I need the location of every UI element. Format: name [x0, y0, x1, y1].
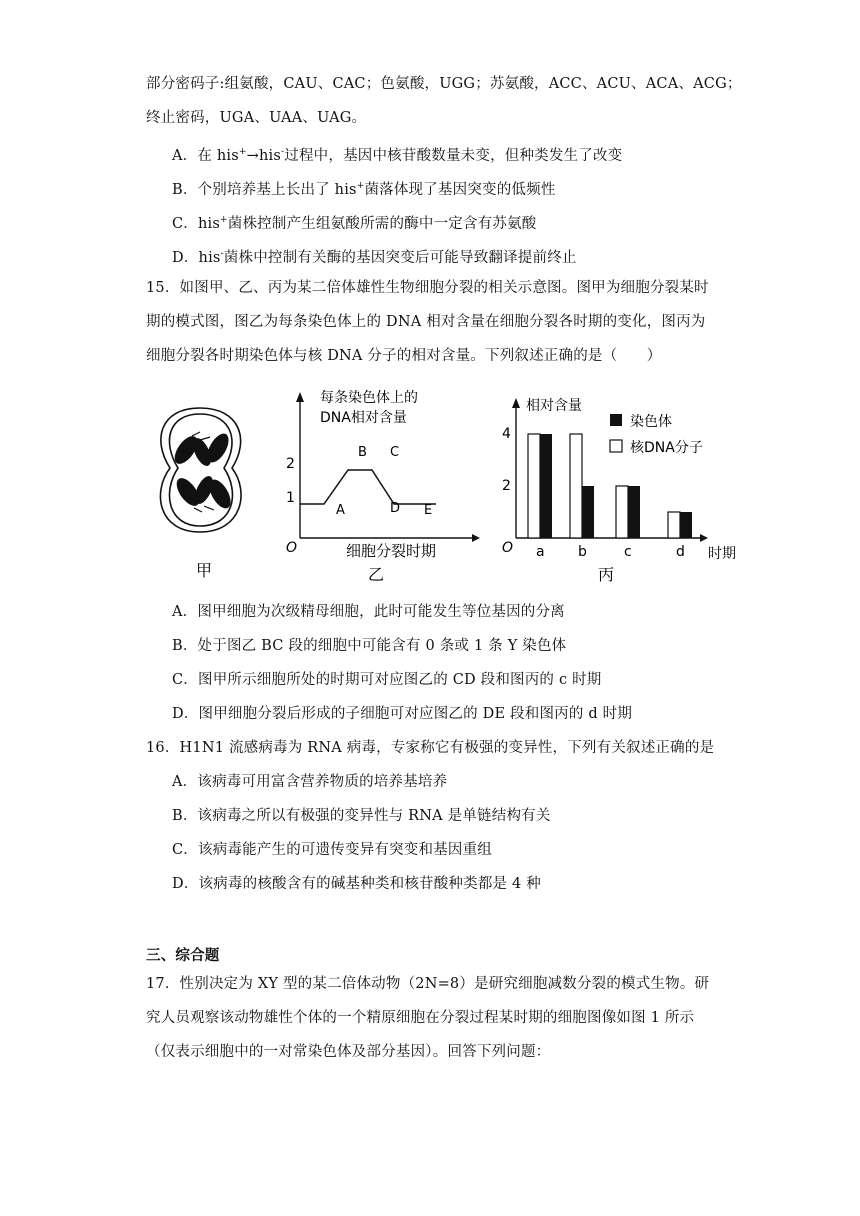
- bar-dna-d: [668, 512, 680, 538]
- yi-y-arrow: [296, 392, 304, 402]
- q14-option-d: D．his-菌株中控制有关酶的基因突变后可能导致翻译提前终止: [172, 249, 577, 266]
- bing-xtick-c: c: [624, 544, 632, 560]
- q15-stem-3: 细胞分裂各时期染色体与核 DNA 分子的相对含量。下列叙述正确的是（ ）: [146, 348, 662, 364]
- yi-xlabel: 细胞分裂时期: [346, 542, 437, 560]
- q17-line-3: （仅表示细胞中的一对常染色体及部分基因）。回答下列问题：: [146, 1044, 551, 1060]
- q15-option-b: B．处于图乙 BC 段的细胞中可能含有 0 条或 1 条 Y 染色体: [172, 638, 567, 654]
- legend-chromosome: 染色体: [630, 414, 672, 430]
- legend-dna: 核DNA分子: [630, 440, 703, 456]
- caption-bing: 丙: [598, 565, 615, 584]
- q15-figures: [140, 380, 760, 590]
- yi-ytick-2: 2: [286, 456, 295, 472]
- bing-xlabel: 时期: [708, 546, 736, 562]
- yi-ylabel-2: DNA相对含量: [320, 410, 407, 426]
- q16-option-c: C．该病毒能产生的可遗传变异有突变和基因重组: [172, 842, 492, 858]
- bar-dna-a: [528, 434, 540, 538]
- codon-line-1: 部分密码子:组氨酸，CAU、CAC；色氨酸，UGG；苏氨酸，ACC、ACU、ACA、ACG；: [146, 76, 742, 92]
- bing-xticks: [536, 544, 685, 560]
- bing-xtick-d: d: [676, 544, 685, 560]
- q15-stem-1: 15．如图甲、乙、丙为某二倍体雄性生物细胞分裂的相关示意图。图甲为细胞分裂某时: [146, 280, 709, 296]
- yi-origin: O: [286, 540, 298, 556]
- cell-diagram-jia: [160, 408, 241, 532]
- yi-ytick-1: 1: [286, 490, 295, 506]
- bing-y-arrow: [512, 398, 520, 408]
- bing-xtick-b: b: [578, 544, 587, 560]
- caption-jia: 甲: [196, 561, 213, 580]
- q14-option-b: B．个别培养基上长出了 his+菌落体现了基因突变的低频性: [172, 181, 556, 198]
- bar-chromosome-b: [582, 486, 594, 538]
- bar-dna-c: [616, 486, 628, 538]
- yi-point-e: E: [424, 503, 433, 518]
- q16-option-a: A．该病毒可用富含营养物质的培养基培养: [172, 774, 448, 790]
- bing-ytick-2: 2: [502, 478, 511, 494]
- q14-option-a: A．在 his+→his-过程中，基因中核苷酸数量未变，但种类发生了改变: [172, 147, 623, 164]
- q17-line-1: 17．性别决定为 XY 型的某二倍体动物（2N=8）是研究细胞减数分裂的模式生物。研: [146, 976, 710, 992]
- q15-stem-2: 期的模式图，图乙为每条染色体上的 DNA 相对含量在细胞分裂各时期的变化，图丙为: [146, 314, 706, 330]
- q16-option-d: D．该病毒的核酸含有的碱基种类和核苷酸种类都是 4 种: [172, 876, 541, 892]
- yi-point-c: C: [390, 445, 400, 460]
- codon-line-2: 终止密码，UGA、UAA、UAG。: [146, 110, 367, 126]
- bar-chromosome-a: [540, 434, 552, 538]
- legend-swatch-chromosome: [610, 414, 622, 426]
- yi-x-arrow: [472, 534, 480, 542]
- bing-xtick-a: a: [536, 544, 545, 560]
- q15-option-a: A．图甲细胞为次级精母细胞，此时可能发生等位基因的分离: [172, 604, 565, 620]
- q15-option-d: D．图甲细胞分裂后形成的子细胞可对应图乙的 DE 段和图丙的 d 时期: [172, 706, 633, 722]
- q15-option-c: C．图甲所示细胞所处的时期可对应图乙的 CD 段和图丙的 c 时期: [172, 672, 602, 688]
- bar-chromosome-d: [680, 512, 692, 538]
- caption-yi: 乙: [368, 565, 385, 584]
- figures-svg: [140, 380, 760, 590]
- bar-dna-b: [570, 434, 582, 538]
- bing-ytick-4: 4: [502, 426, 511, 442]
- yi-series-line: [300, 470, 436, 504]
- bar-chart-bing: [502, 397, 736, 584]
- yi-point-b: B: [358, 445, 367, 460]
- yi-point-a: A: [336, 503, 345, 518]
- section-title: 三、综合题: [146, 947, 220, 964]
- bar-chromosome-c: [628, 486, 640, 538]
- q14-option-c: C．his+菌株控制产生组氨酸所需的酶中一定含有苏氨酸: [172, 215, 537, 232]
- bing-x-arrow: [700, 534, 708, 542]
- q17-line-2: 究人员观察该动物雄性个体的一个精原细胞在分裂过程某时期的细胞图像如图 1 所示: [146, 1010, 695, 1026]
- bing-ylabel: 相对含量: [526, 398, 582, 414]
- q16-option-b: B．该病毒之所以有极强的变异性与 RNA 是单链结构有关: [172, 808, 551, 824]
- yi-point-d: D: [390, 501, 401, 516]
- legend-swatch-dna: [610, 440, 622, 452]
- q16-stem: 16．H1N1 流感病毒为 RNA 病毒，专家称它有极强的变异性，下列有关叙述正确的是: [146, 740, 715, 756]
- yi-ylabel-1: 每条染色体上的: [320, 390, 418, 406]
- line-chart-yi: [286, 389, 480, 584]
- bing-origin: O: [502, 540, 514, 556]
